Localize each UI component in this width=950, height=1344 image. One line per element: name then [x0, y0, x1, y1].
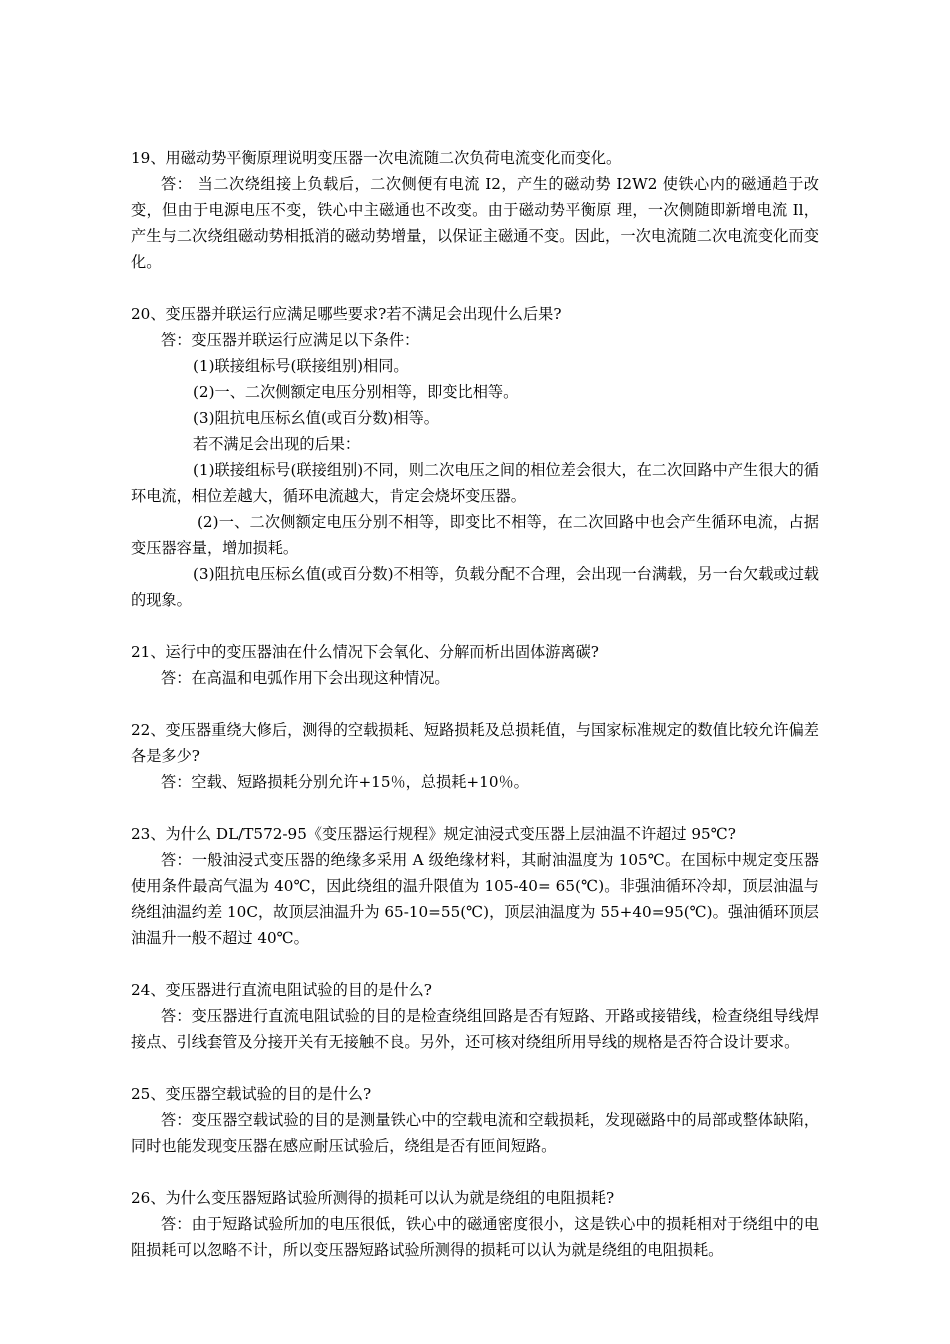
spacer [131, 1159, 819, 1185]
answer-22: 答：空载、短路损耗分别允许+15％，总损耗+10％。 [161, 773, 529, 791]
answer-23: 答：一般油浸式变压器的绝缘多采用 A 级绝缘材料，其耐油温度为 105℃。在国标中规定变压器使用条件最高气温为 40℃，因此绕组的温升限值为 105-40= 65(℃)。非强油循环冷却，顶层油温与绕组油温约差 10C，故顶层油温升为 65-10=55(℃)，顶层油温度为 55+40=95(℃)。强油循环顶层 油温升一般不超过 40℃。 [131, 851, 819, 947]
spacer [131, 613, 819, 639]
consequence-2: (2)一、二次侧额定电压分别不相等，即变比不相等，在二次回路中也会产生循环电流，占据变压器容量，增加损耗。 [131, 513, 819, 557]
condition-2: (2)一、二次侧额定电压分别相等，即变比相等。 [193, 383, 519, 401]
consequence-1: (1)联接组标号(联接组别)不同，则二次电压之间的相位差会很大，在二次回路中产生很大的循环电流，相位差越大，循环电流越大，肯定会烧坏变压器。 [131, 461, 819, 505]
answer-24: 答：变压器进行直流电阻试验的目的是检查绕组回路是否有短路、开路或接错线，检查绕组导线焊接点、引线套管及分接开关有无接触不良。另外，还可核对绕组所用导线的规格是否符合设计要求。 [131, 1007, 819, 1051]
spacer [131, 275, 819, 301]
answer-25: 答：变压器空载试验的目的是测量铁心中的空载电流和空载损耗，发现磁路中的局部或整体缺陷，同时也能发现变压器在感应耐压试验后，绕组是否有匝间短路。 [131, 1111, 819, 1155]
question-19: 19、用磁动势平衡原理说明变压器一次电流随二次负荷电流变化而变化。 [131, 149, 622, 167]
spacer [131, 951, 819, 977]
spacer [131, 1055, 819, 1081]
answer-20-intro: 答：变压器并联运行应满足以下条件： [161, 331, 420, 349]
question-24: 24、变压器进行直流电阻试验的目的是什么? [131, 981, 432, 999]
question-20: 20、变压器并联运行应满足哪些要求?若不满足会出现什么后果? [131, 305, 562, 323]
spacer [131, 795, 819, 821]
question-21: 21、运行中的变压器油在什么情况下会氧化、分解而析出固体游离碳? [131, 643, 599, 661]
consequence-intro: 若不满足会出现的后果： [193, 435, 361, 453]
answer-19: 答： 当二次绕组接上负载后，二次侧便有电流 I2，产生的磁动势 I2W2 使铁心内的磁通趋于改变，但由于电源电压不变，铁心中主磁通也不改变。由于磁动势平衡原 理，一次侧随即新增电流 Il，产生与二次绕组磁动势相抵消的磁动势增量，以保证主磁通不变。因此，一次电流随二次电流变化而变化。 [131, 175, 819, 271]
consequence-3: (3)阻抗电压标幺值(或百分数)不相等，负载分配不合理，会出现一台满载，另一台欠载或过载的现象。 [131, 565, 819, 609]
document-body [131, 145, 819, 1263]
question-22: 22、变压器重绕大修后，测得的空载损耗、短路损耗及总损耗值，与国家标准规定的数值比较允许偏差各是多少? [131, 721, 819, 765]
question-25: 25、变压器空载试验的目的是什么? [131, 1085, 372, 1103]
question-26: 26、为什么变压器短路试验所测得的损耗可以认为就是绕组的电阻损耗? [131, 1189, 615, 1207]
condition-3: (3)阻抗电压标幺值(或百分数)相等。 [193, 409, 439, 427]
spacer [131, 691, 819, 717]
question-23: 23、为什么 DL/T572-95《变压器运行规程》规定油浸式变压器上层油温不许超过 95℃? [131, 825, 736, 843]
condition-1: (1)联接组标号(联接组别)相同。 [193, 357, 409, 375]
answer-26: 答：由于短路试验所加的电压很低，铁心中的磁通密度很小，这是铁心中的损耗相对于绕组中的电阻损耗可以忽略不计，所以变压器短路试验所测得的损耗可以认为就是绕组的电阻损耗。 [131, 1215, 819, 1259]
answer-21: 答：在高温和电弧作用下会出现这种情况。 [161, 669, 450, 687]
